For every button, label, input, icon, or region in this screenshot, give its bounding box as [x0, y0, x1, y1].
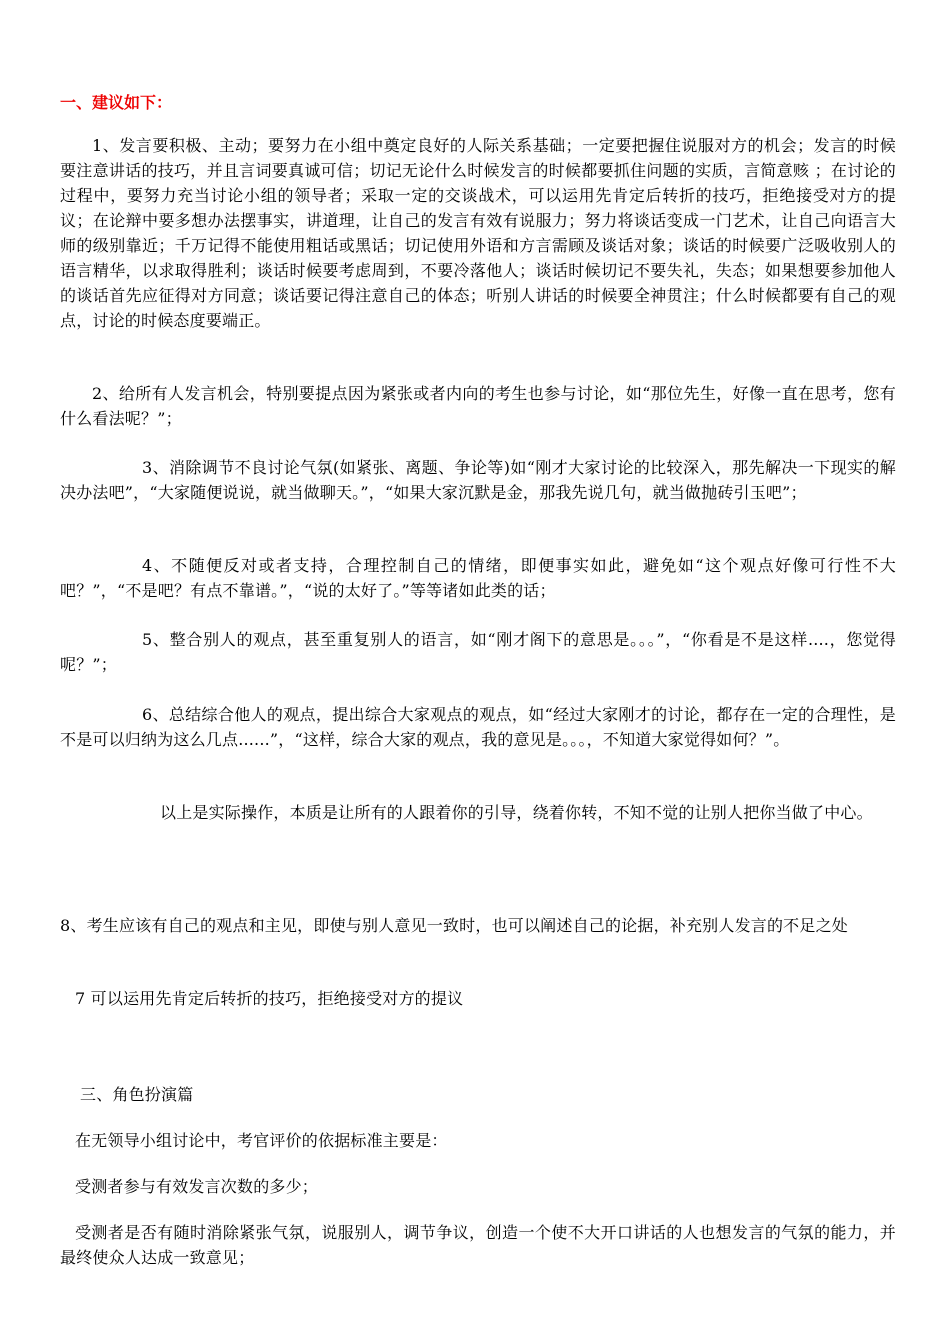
section-heading: 一、建议如下：: [60, 93, 173, 112]
paragraph-summary: 以上是实际操作，本质是让所有的人跟着你的引导，绕着你转，不知不觉的让别人把你当做了中心。: [160, 803, 873, 822]
section-heading-role-play: 三、角色扮演篇: [80, 1085, 194, 1104]
paragraph-2: 2、给所有人发言机会，特别要提点因为紧张或者内向的考生也参与讨论，如“那位先生，好像一直在思考，您有什么看法呢？”；: [60, 384, 896, 428]
paragraph-1: 1、发言要积极、主动；要努力在小组中奠定良好的人际关系基础；一定要把握住说服对方的机会；发言的时候要注意讲话的技巧，并且言词要真诚可信；切记无论什么时候发言的时候都要抓住问题的实质，言简意赅 ；在讨论的过程中，要努力充当讨论小组的领导者；采取一定的交谈战术，可以运用先肯定后转折的技巧，拒绝接受对方的提议；在论辩中要多想办法摆事实，讲道理，让自己的发言有效有说服力；努力将谈话变成一门艺术，让自己向语言大师的级别靠近；千万记得不能使用粗话或黑话；切记使用外语和方言需顾及谈话对象；谈话的时候要广泛吸收别人的语言精华，以求取得胜利；谈话时候要考虑周到，不要冷落他人；谈话时候切记不要失礼，失态；如果想要参加他人的谈话首先应征得对方同意；谈话要记得注意自己的体态；听别人讲话的时候要全神贯注；什么时候都要有自己的观点，讨论的时候态度要端正。: [60, 136, 896, 330]
paragraph-criteria-intro: 在无领导小组讨论中，考官评价的依据标准主要是：: [75, 1131, 448, 1150]
paragraph-5: 5、整合别人的观点，甚至重复别人的语言，如“刚才阁下的意思是。。。”，“你看是不是这样....，您觉得呢？”；: [60, 630, 896, 674]
paragraph-criteria-1: 受测者参与有效发言次数的多少；: [75, 1177, 319, 1196]
paragraph-4: 4、不随便反对或者支持，合理控制自己的情绪，即便事实如此，避免如“这个观点好像可行性不大吧？”，“不是吧？有点不靠谱。”，“说的太好了。”等等诸如此类的话；: [60, 556, 896, 600]
paragraph-7: 7 可以运用先肯定后转折的技巧，拒绝接受对方的提议: [75, 989, 464, 1008]
paragraph-3: 3、消除调节不良讨论气氛(如紧张、离题、争论等)如“刚才大家讨论的比较深入，那先解决一下现实的解决办法吧”，“大家随便说说，就当做聊天。”，“如果大家沉默是金，那我先说几句，就当做抛砖引玉吧”；: [60, 458, 896, 502]
paragraph-6: 6、总结综合他人的观点，提出综合大家观点的观点，如“经过大家刚才的讨论，都存在一定的合理性，是不是可以归纳为这么几点......”，“这样，综合大家的观点，我的意见是。。。，不知道大家觉得如何？”。: [60, 705, 896, 749]
paragraph-8: 8、考生应该有自己的观点和主见，即使与别人意见一致时，也可以阐述自己的论据，补充别人发言的不足之处: [60, 916, 848, 935]
paragraph-criteria-2: 受测者是否有随时消除紧张气氛，说服别人，调节争议，创造一个使不大开口讲话的人也想发言的气氛的能力，并最终使众人达成一致意见；: [60, 1223, 896, 1267]
